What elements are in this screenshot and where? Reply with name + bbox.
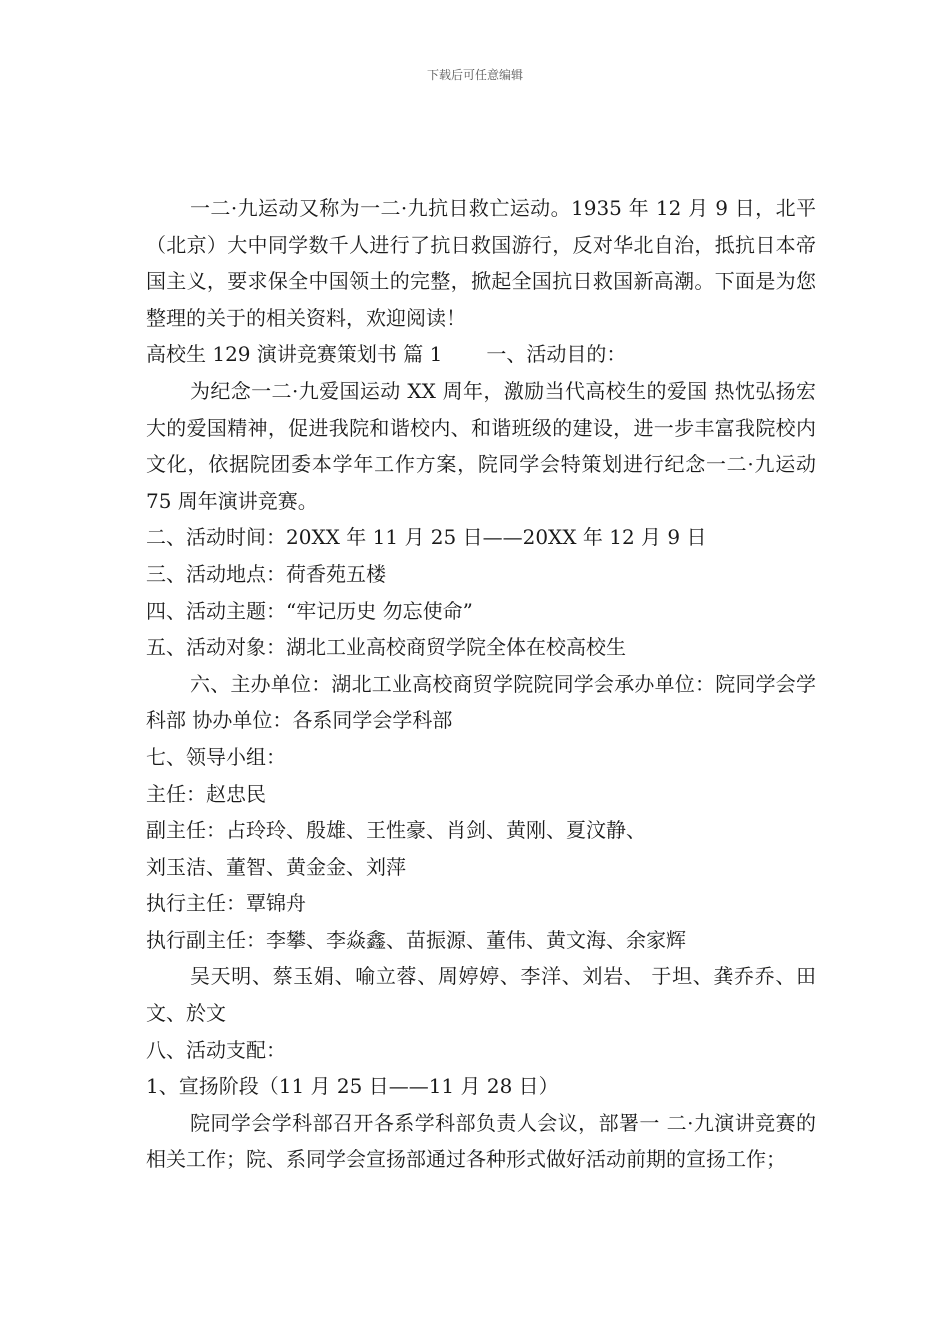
organizers-paragraph: 六、主办单位：湖北工业高校商贸学院院同学会承办单位：院同学会学科部 协办单位：各系同学会学科部: [146, 671, 816, 733]
activity-location: 三、活动地点：荷香苑五楼: [146, 561, 386, 586]
stage-1-paragraph: 院同学会学科部召开各系学科部负责人会议，部署一 二·九演讲竞赛的相关工作；院、系同学会宣扬部通过各种形式做好活动前期的宣扬工作；: [146, 1110, 816, 1172]
arrangement-heading: 八、活动支配：: [146, 1037, 286, 1062]
exec-deputy-line-1: 执行副主任：李攀、李焱鑫、苗振源、董伟、黄文海、余家辉: [146, 927, 686, 952]
activity-time: 二、活动时间：20XX 年 11 月 25 日——20XX 年 12 月 9 日: [146, 525, 707, 550]
header-note: 下载后可任意编辑: [426, 68, 523, 82]
exec-director-line: 执行主任：覃锦舟: [146, 891, 306, 916]
document-body: [146, 190, 816, 1178]
purpose-paragraph: 为纪念一二·九爱国运动 XX 周年，激励当代高校生的爱国 热忱弘扬宏大的爱国精神，促进我院和谐校内、和谐班级的建设，进一步丰富我院校内文化，依据院团委本学年工作方案，院同学会特策划进行纪念一二·九运动 75 周年演讲竞赛。: [146, 378, 816, 513]
activity-target: 五、活动对象：湖北工业高校商贸学院全体在校高校生: [146, 635, 626, 660]
leadership-heading: 七、领导小组：: [146, 744, 286, 769]
activity-theme: 四、活动主题：“牢记历史 勿忘使命”: [146, 598, 473, 623]
section-title: 高校生 129 演讲竞赛策划书 篇 1: [146, 342, 443, 367]
intro-paragraph: 一二·九运动又称为一二·九抗日救亡运动。1935 年 12 月 9 日，北平（北京）大中同学数千人进行了抗日救国游行，反对华北自治，抵抗日本帝国主义，要求保全中国领土的完整，掀起全国抗日救国新高潮。下面是为您整理的关于的相关资料，欢迎阅读！: [146, 196, 816, 330]
stage-1-heading: 1、宣扬阶段（11 月 25 日——11 月 28 日）: [146, 1074, 559, 1099]
purpose-heading: 一、活动目的：: [486, 342, 627, 367]
director-line: 主任：赵忠民: [146, 781, 266, 806]
deputy-directors-line-2: 刘玉洁、董智、黄金金、刘萍: [146, 854, 406, 879]
exec-deputy-line-2: 吴天明、蔡玉娟、喻立蓉、周婷婷、李洋、刘岩、 于坦、龚乔乔、田文、於文: [146, 964, 816, 1026]
deputy-directors-line-1: 副主任：占玲玲、殷雄、王性豪、肖剑、黄刚、夏汶静、: [146, 818, 646, 843]
section-title-line: [146, 336, 816, 373]
